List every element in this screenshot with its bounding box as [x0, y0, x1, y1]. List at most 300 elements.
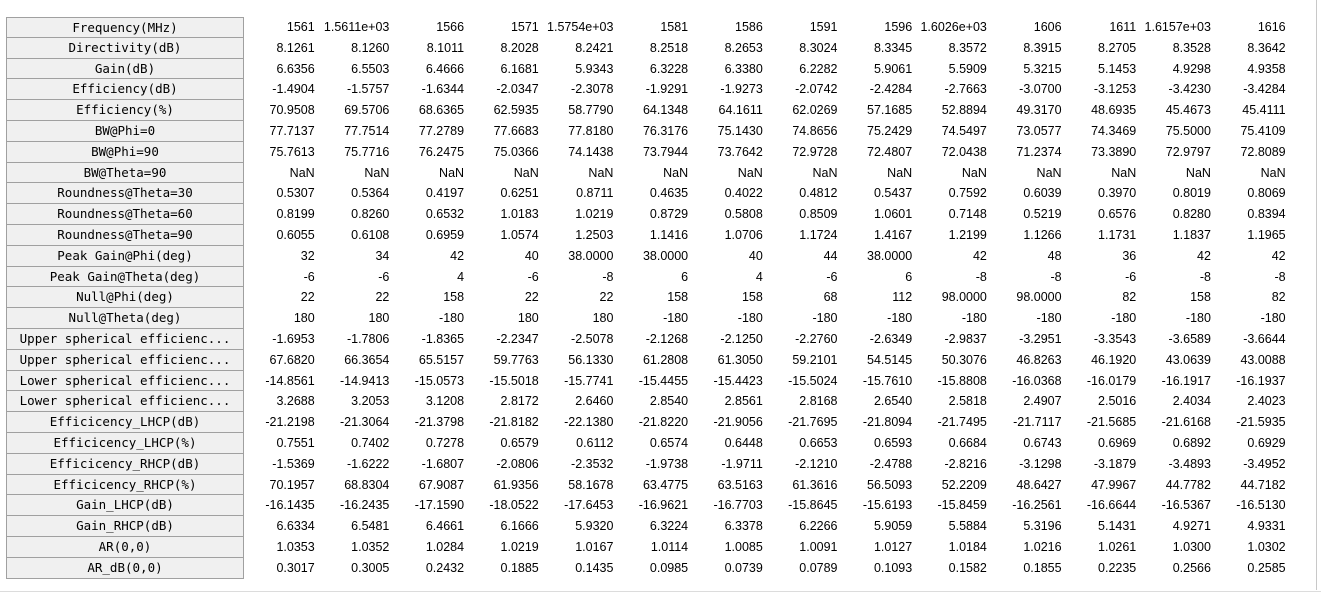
table-cell[interactable]: NaN [812, 165, 838, 180]
table-cell[interactable]: 75.0366 [493, 144, 539, 159]
table-cell[interactable]: 8.1011 [426, 40, 465, 55]
table-cell[interactable]: 22 [375, 290, 390, 305]
table-cell[interactable]: 0.1855 [1023, 560, 1062, 575]
row-header[interactable]: Gain_RHCP(dB) [6, 516, 244, 537]
table-cell[interactable]: -2.0347 [496, 82, 539, 97]
table-cell[interactable]: -3.6644 [1243, 331, 1286, 346]
table-cell[interactable]: 44.7182 [1240, 477, 1286, 492]
table-cell[interactable]: 67.6820 [269, 352, 315, 367]
row-header[interactable]: Gain_LHCP(dB) [6, 495, 244, 516]
table-cell[interactable]: -15.8808 [937, 373, 987, 388]
table-cell[interactable]: 8.2518 [649, 40, 689, 55]
table-cell[interactable]: 1.4167 [873, 227, 913, 242]
table-cell[interactable]: 0.1582 [948, 560, 987, 575]
table-cell[interactable]: -16.5130 [1236, 498, 1286, 513]
table-cell[interactable]: 0.8019 [1172, 186, 1211, 201]
table-cell[interactable]: 1611 [1109, 20, 1137, 34]
table-cell[interactable]: 2.5016 [1098, 394, 1137, 409]
table-cell[interactable]: -1.6807 [421, 456, 465, 471]
table-cell[interactable]: 0.2432 [425, 560, 465, 575]
table-cell[interactable]: -21.6168 [1161, 415, 1211, 430]
table-cell[interactable]: 4.9271 [1172, 519, 1211, 534]
row-header[interactable]: Null@Theta(deg) [6, 308, 244, 329]
table-cell[interactable]: 44.7782 [1165, 477, 1211, 492]
table-cell[interactable]: 77.7137 [269, 123, 315, 138]
table-cell[interactable]: 40 [524, 248, 539, 263]
table-cell[interactable]: 75.4109 [1240, 123, 1286, 138]
table-cell[interactable]: 66.3654 [344, 352, 390, 367]
table-cell[interactable]: 4.9358 [1247, 61, 1286, 76]
row-header[interactable]: Upper spherical efficienc... [6, 329, 244, 350]
table-cell[interactable]: 0.4022 [724, 186, 763, 201]
table-cell[interactable]: -180 [812, 311, 838, 326]
table-cell[interactable]: 8.3915 [1023, 40, 1062, 55]
table-cell[interactable]: 75.2429 [867, 123, 913, 138]
table-cell[interactable]: -15.5018 [489, 373, 539, 388]
table-cell[interactable]: 70.9508 [269, 103, 315, 118]
table-cell[interactable]: -3.4230 [1168, 82, 1211, 97]
table-cell[interactable]: -1.6344 [421, 82, 465, 97]
table-cell[interactable]: 38.0000 [867, 248, 913, 263]
table-cell[interactable]: 1.6157e+03 [1144, 20, 1211, 34]
table-cell[interactable]: 48.6427 [1016, 477, 1062, 492]
table-cell[interactable]: 1.0184 [948, 539, 987, 554]
table-cell[interactable]: NaN [364, 165, 390, 180]
table-cell[interactable]: 44 [823, 248, 838, 263]
table-cell[interactable]: 22 [300, 290, 315, 305]
table-cell[interactable]: 3.1208 [425, 394, 465, 409]
table-cell[interactable]: -16.1435 [265, 498, 315, 513]
row-header[interactable]: Efficicency_LHCP(dB) [6, 412, 244, 433]
table-cell[interactable]: -180 [663, 311, 689, 326]
table-cell[interactable]: 77.8180 [568, 123, 614, 138]
table-cell[interactable]: 0.6251 [500, 186, 539, 201]
table-cell[interactable]: 6 [681, 269, 689, 284]
table-cell[interactable]: 0.0789 [799, 560, 838, 575]
row-header[interactable]: BW@Phi=0 [6, 121, 244, 142]
table-cell[interactable]: -3.1253 [1093, 82, 1137, 97]
table-cell[interactable]: 42 [1271, 248, 1286, 263]
table-cell[interactable]: 6.3380 [724, 61, 763, 76]
table-cell[interactable]: 1.0167 [575, 539, 614, 554]
table-cell[interactable]: 98.0000 [1016, 290, 1062, 305]
table-cell[interactable]: 0.7148 [948, 207, 987, 222]
table-cell[interactable]: -8 [602, 269, 614, 284]
table-cell[interactable]: -6 [378, 269, 390, 284]
table-cell[interactable]: -1.9738 [645, 456, 689, 471]
table-cell[interactable]: 0.3005 [351, 560, 390, 575]
table-cell[interactable]: -1.9711 [721, 456, 763, 471]
table-cell[interactable]: 76.3176 [642, 123, 689, 138]
table-cell[interactable]: 75.5000 [1165, 123, 1211, 138]
table-cell[interactable]: 70.1957 [269, 477, 315, 492]
row-header[interactable]: Peak Gain@Phi(deg) [6, 246, 244, 267]
table-cell[interactable]: -14.9413 [340, 373, 390, 388]
table-cell[interactable]: 0.5437 [873, 186, 913, 201]
table-cell[interactable]: 49.3170 [1016, 103, 1062, 118]
table-cell[interactable]: 34 [375, 248, 390, 263]
table-cell[interactable]: 1.0114 [650, 539, 689, 554]
table-cell[interactable]: -15.6193 [862, 498, 913, 513]
table-cell[interactable]: 0.7551 [276, 435, 315, 450]
table-cell[interactable]: 4 [457, 269, 465, 284]
table-cell[interactable]: 0.8069 [1247, 186, 1286, 201]
table-cell[interactable]: 22 [524, 290, 539, 305]
table-cell[interactable]: 180 [592, 311, 614, 326]
table-cell[interactable]: 50.3076 [941, 352, 987, 367]
table-cell[interactable]: 4.9298 [1172, 61, 1211, 76]
table-cell[interactable]: -3.4893 [1168, 456, 1211, 471]
table-cell[interactable]: 0.8199 [276, 207, 315, 222]
table-cell[interactable]: 1.0091 [799, 539, 838, 554]
horizontal-scrollbar-edge[interactable] [0, 591, 1321, 592]
table-cell[interactable]: 1.0219 [575, 207, 614, 222]
table-cell[interactable]: 1581 [660, 20, 689, 34]
table-cell[interactable]: -2.1210 [795, 456, 838, 471]
table-cell[interactable]: -3.4284 [1243, 82, 1286, 97]
table-cell[interactable]: -15.4423 [713, 373, 763, 388]
table-cell[interactable]: -21.8094 [862, 415, 913, 430]
table-cell[interactable]: -2.6349 [869, 331, 913, 346]
table-cell[interactable]: 158 [741, 290, 763, 305]
table-cell[interactable]: 77.7514 [344, 123, 390, 138]
table-cell[interactable]: 0.6684 [948, 435, 987, 450]
table-cell[interactable]: -1.5757 [346, 82, 390, 97]
table-cell[interactable]: -2.9837 [944, 331, 987, 346]
table-cell[interactable]: -2.5078 [571, 331, 614, 346]
table-cell[interactable]: 4.9331 [1247, 519, 1286, 534]
table-cell[interactable]: -180 [887, 311, 913, 326]
row-header[interactable]: Efficicency_RHCP(dB) [6, 454, 244, 475]
table-cell[interactable]: -1.8365 [421, 331, 465, 346]
table-cell[interactable]: 1.1416 [649, 227, 689, 242]
table-cell[interactable]: 46.1920 [1091, 352, 1137, 367]
table-cell[interactable]: 1.0300 [1172, 539, 1211, 554]
table-cell[interactable]: -21.8182 [489, 415, 539, 430]
table-cell[interactable]: -21.7695 [788, 415, 838, 430]
table-cell[interactable]: 158 [443, 290, 465, 305]
row-header[interactable]: Lower spherical efficienc... [6, 391, 244, 412]
table-cell[interactable]: -180 [737, 311, 763, 326]
table-cell[interactable]: 82 [1122, 290, 1137, 305]
table-cell[interactable]: -6 [1125, 269, 1137, 284]
table-cell[interactable]: 98.0000 [941, 290, 987, 305]
table-cell[interactable]: 0.0739 [724, 560, 763, 575]
table-cell[interactable]: 1596 [884, 20, 913, 34]
table-cell[interactable]: 180 [293, 311, 315, 326]
table-cell[interactable]: 38.0000 [642, 248, 689, 263]
table-cell[interactable]: 48.6935 [1091, 103, 1137, 118]
row-header[interactable]: Peak Gain@Theta(deg) [6, 267, 244, 288]
table-cell[interactable]: NaN [289, 165, 315, 180]
table-cell[interactable]: 0.6576 [1098, 207, 1137, 222]
table-cell[interactable]: 72.8089 [1240, 144, 1286, 159]
table-cell[interactable]: 8.2421 [575, 40, 614, 55]
table-cell[interactable]: -180 [961, 311, 987, 326]
table-cell[interactable]: -21.3798 [414, 415, 465, 430]
table-cell[interactable]: -3.4952 [1243, 456, 1286, 471]
table-cell[interactable]: 2.4034 [1172, 394, 1211, 409]
table-cell[interactable]: 6 [905, 269, 913, 284]
table-cell[interactable]: 2.8540 [649, 394, 689, 409]
table-cell[interactable]: 2.5818 [948, 394, 987, 409]
table-cell[interactable]: -2.3532 [571, 456, 614, 471]
table-cell[interactable]: 77.6683 [493, 123, 539, 138]
table-cell[interactable]: 61.2808 [642, 352, 689, 367]
table-cell[interactable]: 74.3469 [1091, 123, 1137, 138]
table-cell[interactable]: 8.3642 [1247, 40, 1286, 55]
table-cell[interactable]: -2.0806 [496, 456, 539, 471]
table-cell[interactable]: 0.6653 [799, 435, 838, 450]
table-cell[interactable]: -180 [439, 311, 465, 326]
table-cell[interactable]: 42 [972, 248, 987, 263]
table-cell[interactable]: -16.1937 [1236, 373, 1286, 388]
row-header[interactable]: BW@Phi=90 [6, 142, 244, 163]
table-cell[interactable]: -3.2951 [1019, 331, 1062, 346]
table-cell[interactable]: -16.2561 [1012, 498, 1062, 513]
table-cell[interactable]: 6.1666 [500, 519, 539, 534]
table-cell[interactable]: 2.8172 [500, 394, 539, 409]
table-cell[interactable]: -17.6453 [564, 498, 614, 513]
vertical-scrollbar-edge[interactable] [1316, 0, 1317, 590]
table-cell[interactable]: 0.7592 [948, 186, 987, 201]
table-cell[interactable]: 72.9797 [1165, 144, 1211, 159]
table-cell[interactable]: 74.1438 [568, 144, 614, 159]
table-cell[interactable]: 48 [1047, 248, 1062, 263]
table-cell[interactable]: 52.8894 [941, 103, 987, 118]
table-cell[interactable]: 5.5909 [948, 61, 987, 76]
table-cell[interactable]: 1.0574 [500, 227, 539, 242]
table-cell[interactable]: NaN [588, 165, 614, 180]
table-cell[interactable]: 0.4635 [649, 186, 689, 201]
table-cell[interactable]: 1.0261 [1098, 539, 1137, 554]
table-cell[interactable]: 1.1724 [799, 227, 838, 242]
table-cell[interactable]: 1.1837 [1172, 227, 1211, 242]
table-cell[interactable]: 0.5364 [351, 186, 390, 201]
table-cell[interactable]: -8 [975, 269, 987, 284]
table-cell[interactable]: -1.4904 [272, 82, 315, 97]
table-cell[interactable]: 2.6540 [873, 394, 913, 409]
table-cell[interactable]: 0.6532 [425, 207, 465, 222]
table-cell[interactable]: 0.6969 [1098, 435, 1137, 450]
table-cell[interactable]: 0.8260 [351, 207, 390, 222]
table-cell[interactable]: 1.0127 [873, 539, 913, 554]
row-header[interactable]: Roundness@Theta=90 [6, 225, 244, 246]
table-cell[interactable]: 6.1681 [500, 61, 539, 76]
row-header[interactable]: Efficiency(dB) [6, 79, 244, 100]
table-cell[interactable]: 69.5706 [344, 103, 390, 118]
table-cell[interactable]: 0.1093 [873, 560, 913, 575]
table-cell[interactable]: 1566 [436, 20, 465, 34]
table-cell[interactable]: 6.3224 [649, 519, 689, 534]
table-cell[interactable]: 72.4807 [867, 144, 913, 159]
table-cell[interactable]: -15.7741 [564, 373, 614, 388]
table-cell[interactable]: -21.3064 [340, 415, 390, 430]
table-cell[interactable]: 8.3572 [948, 40, 987, 55]
table-cell[interactable]: 54.5145 [867, 352, 913, 367]
table-cell[interactable]: -17.1590 [414, 498, 465, 513]
table-cell[interactable]: NaN [1260, 165, 1286, 180]
table-cell[interactable]: 8.3024 [799, 40, 838, 55]
table-cell[interactable]: 22 [599, 290, 614, 305]
table-cell[interactable]: NaN [439, 165, 465, 180]
table-cell[interactable]: 0.8711 [576, 186, 614, 201]
row-header[interactable]: Gain(dB) [6, 59, 244, 80]
table-cell[interactable]: 1606 [1033, 20, 1062, 34]
table-cell[interactable]: 61.9356 [493, 477, 539, 492]
table-cell[interactable]: -6 [303, 269, 315, 284]
table-cell[interactable]: -1.6953 [272, 331, 315, 346]
table-cell[interactable]: 0.6574 [649, 435, 689, 450]
table-cell[interactable]: 6.4666 [425, 61, 465, 76]
table-cell[interactable]: 73.0577 [1016, 123, 1062, 138]
table-cell[interactable]: 158 [1190, 290, 1211, 305]
table-cell[interactable]: 59.7763 [493, 352, 539, 367]
row-header[interactable]: Upper spherical efficienc... [6, 350, 244, 371]
table-cell[interactable]: 5.9061 [873, 61, 913, 76]
table-cell[interactable]: -15.0573 [414, 373, 465, 388]
table-cell[interactable]: -16.2435 [340, 498, 390, 513]
table-cell[interactable]: 2.4023 [1247, 394, 1286, 409]
table-cell[interactable]: 2.4907 [1023, 394, 1062, 409]
table-cell[interactable]: 0.8729 [649, 207, 689, 222]
table-cell[interactable]: 0.2585 [1247, 560, 1286, 575]
table-cell[interactable]: 5.3196 [1023, 519, 1062, 534]
table-cell[interactable]: 1591 [809, 20, 838, 34]
row-header[interactable]: Efficiency(%) [6, 100, 244, 121]
table-cell[interactable]: -15.5024 [788, 373, 838, 388]
table-cell[interactable]: 73.7642 [717, 144, 763, 159]
table-cell[interactable]: 76.2475 [418, 144, 465, 159]
row-header[interactable]: BW@Theta=90 [6, 163, 244, 184]
table-cell[interactable]: -16.9621 [638, 498, 689, 513]
table-cell[interactable]: -8 [1199, 269, 1211, 284]
table-cell[interactable]: 56.5093 [867, 477, 913, 492]
table-cell[interactable]: 45.4111 [1242, 103, 1286, 118]
table-cell[interactable]: 1.0706 [724, 227, 763, 242]
table-cell[interactable]: 4 [755, 269, 763, 284]
table-cell[interactable]: -21.2198 [265, 415, 315, 430]
table-cell[interactable]: -180 [1036, 311, 1062, 326]
table-cell[interactable]: 40 [748, 248, 763, 263]
table-cell[interactable]: 2.6460 [575, 394, 614, 409]
table-cell[interactable]: 46.8263 [1016, 352, 1062, 367]
table-cell[interactable]: 74.8656 [792, 123, 838, 138]
table-cell[interactable]: 0.8509 [799, 207, 838, 222]
table-cell[interactable]: 63.4775 [642, 477, 689, 492]
table-cell[interactable]: 3.2053 [351, 394, 390, 409]
table-cell[interactable]: -21.7117 [1013, 415, 1062, 430]
table-cell[interactable]: 61.3616 [792, 477, 838, 492]
table-cell[interactable]: -3.1879 [1093, 456, 1137, 471]
table-cell[interactable]: -2.1268 [645, 331, 689, 346]
table-cell[interactable]: -3.3543 [1093, 331, 1137, 346]
table-cell[interactable]: 8.2653 [724, 40, 763, 55]
table-cell[interactable]: 5.5884 [948, 519, 987, 534]
table-cell[interactable]: 0.3970 [1098, 186, 1137, 201]
table-cell[interactable]: 6.2266 [799, 519, 838, 534]
table-cell[interactable]: NaN [887, 165, 913, 180]
table-cell[interactable]: -2.4284 [869, 82, 913, 97]
row-header[interactable]: Frequency(MHz) [6, 17, 244, 38]
table-cell[interactable]: -2.8216 [944, 456, 987, 471]
table-cell[interactable]: -8 [1050, 269, 1062, 284]
table-cell[interactable]: -14.8561 [265, 373, 315, 388]
table-cell[interactable]: 71.2374 [1016, 144, 1062, 159]
table-cell[interactable]: 6.2282 [799, 61, 838, 76]
table-cell[interactable]: 8.2028 [500, 40, 539, 55]
table-cell[interactable]: 77.2789 [418, 123, 465, 138]
table-cell[interactable]: 0.6929 [1247, 435, 1286, 450]
table-cell[interactable]: NaN [1185, 165, 1211, 180]
table-cell[interactable]: -16.5367 [1161, 498, 1211, 513]
table-cell[interactable]: 1616 [1257, 20, 1286, 34]
table-cell[interactable]: 0.2235 [1098, 560, 1137, 575]
table-cell[interactable]: -2.3078 [571, 82, 614, 97]
table-cell[interactable]: 8.1261 [276, 40, 315, 55]
table-cell[interactable]: 62.0269 [792, 103, 838, 118]
table-cell[interactable]: NaN [961, 165, 987, 180]
table-cell[interactable]: -3.0700 [1019, 82, 1062, 97]
table-cell[interactable]: 36 [1122, 248, 1137, 263]
table-cell[interactable]: 1.1965 [1247, 227, 1286, 242]
table-cell[interactable]: -21.9056 [713, 415, 763, 430]
table-cell[interactable]: 1.2199 [948, 227, 987, 242]
table-cell[interactable]: 0.6112 [576, 435, 614, 450]
table-cell[interactable]: 0.6055 [276, 227, 315, 242]
table-cell[interactable]: 64.1611 [718, 103, 763, 118]
table-cell[interactable]: 1.6026e+03 [920, 20, 987, 34]
table-cell[interactable]: 5.1431 [1098, 519, 1137, 534]
table-cell[interactable]: 64.1348 [642, 103, 689, 118]
table-cell[interactable]: 62.5935 [493, 103, 539, 118]
table-cell[interactable]: 8.1260 [351, 40, 390, 55]
table-cell[interactable]: 158 [667, 290, 689, 305]
table-cell[interactable]: 1.1266 [1023, 227, 1062, 242]
table-cell[interactable]: -2.0742 [795, 82, 838, 97]
table-cell[interactable]: -2.4788 [869, 456, 913, 471]
table-cell[interactable]: NaN [1036, 165, 1062, 180]
table-cell[interactable]: 58.1678 [568, 477, 614, 492]
table-cell[interactable]: 5.9343 [575, 61, 614, 76]
table-cell[interactable]: 63.5163 [717, 477, 763, 492]
table-cell[interactable]: 32 [300, 248, 315, 263]
table-cell[interactable]: 180 [517, 311, 539, 326]
table-cell[interactable]: 0.6039 [1023, 186, 1062, 201]
table-cell[interactable]: 6.6356 [276, 61, 315, 76]
table-cell[interactable]: 1561 [286, 20, 315, 34]
table-cell[interactable]: 0.1885 [500, 560, 539, 575]
table-cell[interactable]: 1.0284 [425, 539, 465, 554]
table-cell[interactable]: -21.8220 [638, 415, 689, 430]
table-cell[interactable]: 43.0088 [1240, 352, 1286, 367]
table-cell[interactable]: 5.1453 [1098, 61, 1137, 76]
table-cell[interactable]: 1.0352 [351, 539, 390, 554]
table-cell[interactable]: 3.2688 [276, 394, 315, 409]
table-cell[interactable]: 59.2101 [792, 352, 838, 367]
table-cell[interactable]: 57.1685 [867, 103, 913, 118]
table-cell[interactable]: 61.3050 [717, 352, 763, 367]
table-cell[interactable]: 56.1330 [568, 352, 614, 367]
table-cell[interactable]: -1.6222 [346, 456, 390, 471]
table-cell[interactable]: -2.1250 [720, 331, 763, 346]
table-cell[interactable]: -1.5369 [272, 456, 315, 471]
table-cell[interactable]: -3.1298 [1019, 456, 1062, 471]
row-header[interactable]: Null@Phi(deg) [6, 287, 244, 308]
table-cell[interactable]: 67.9087 [418, 477, 465, 492]
table-cell[interactable]: -180 [1260, 311, 1286, 326]
table-cell[interactable]: 1.0216 [1023, 539, 1062, 554]
